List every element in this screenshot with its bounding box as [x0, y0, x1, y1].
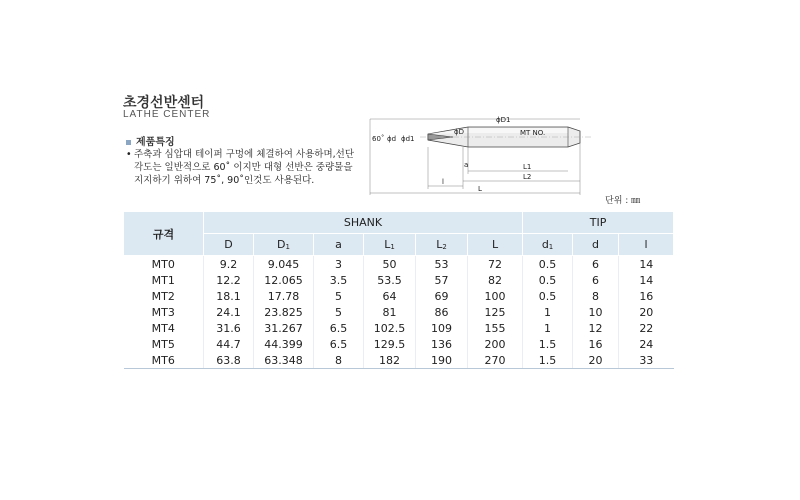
spec-table: [123, 211, 674, 369]
value-cell: 57: [416, 272, 468, 288]
value-cell: 20: [573, 352, 619, 369]
page-title: 초경선반센터: [123, 95, 205, 111]
column-header-subscript: 1: [390, 243, 395, 251]
table-row: [124, 320, 674, 336]
table-row: [124, 336, 674, 352]
value-cell: 8: [573, 288, 619, 304]
unit-label: 단위 : ㎜: [605, 196, 641, 206]
features-line-text: 각도는 일반적으로 60˚ 이지만 대형 선반은 중량물을: [134, 162, 353, 173]
value-cell: 17.78: [254, 288, 314, 304]
column-header-label: D: [224, 238, 233, 251]
value-cell: 12.065: [254, 272, 314, 288]
column-header-label: l: [644, 238, 648, 251]
column-header: [619, 234, 674, 256]
column-header-label: d: [592, 238, 600, 251]
value-cell: 63.348: [254, 352, 314, 369]
diagram-angle-label: 60˚: [372, 135, 385, 143]
value-cell: 0.5: [523, 288, 573, 304]
table-row: [124, 288, 674, 304]
value-cell: 31.6: [204, 320, 254, 336]
value-cell: 1: [523, 320, 573, 336]
table-row: [124, 352, 674, 369]
value-cell: 16: [639, 289, 654, 303]
value-cell: 190: [416, 352, 468, 369]
tip-header: TIP: [523, 212, 674, 234]
value-cell: 12.2: [204, 272, 254, 288]
value-cell: 270: [468, 352, 523, 369]
model-cell: MT1: [124, 272, 204, 288]
value-cell: 14: [639, 257, 654, 271]
value-cell: 0.5: [523, 256, 573, 273]
column-header: [468, 234, 523, 256]
lathe-center-diagram: [368, 97, 608, 207]
column-header-label: L: [384, 238, 391, 251]
model-cell: MT5: [124, 336, 204, 352]
value-cell: 69: [416, 288, 468, 304]
table-row: [124, 304, 674, 320]
value-cell: 63.8: [204, 352, 254, 369]
column-header-subscript: 2: [442, 243, 447, 251]
value-cell: 6.5: [314, 336, 364, 352]
value-cell: 1.5: [523, 352, 573, 369]
column-header-label: d: [541, 238, 549, 251]
value-cell: 23.825: [254, 304, 314, 320]
features-heading-label: 제품특징: [136, 137, 175, 148]
value-cell: 18.1: [204, 288, 254, 304]
column-header-row: [124, 234, 674, 256]
diagram-mt-label: MT NO.: [520, 129, 546, 137]
value-cell: 200: [468, 336, 523, 352]
value-cell: 16: [573, 336, 619, 352]
features-description: [126, 148, 370, 187]
value-cell: 6: [573, 256, 619, 273]
value-cell: 72: [468, 256, 523, 273]
model-cell: MT3: [124, 304, 204, 320]
value-cell: 50: [364, 256, 416, 273]
value-cell: 81: [364, 304, 416, 320]
column-header-label: D: [277, 238, 286, 251]
value-cell: 12: [573, 320, 619, 336]
column-header-label: L: [491, 238, 499, 251]
page-subtitle: LATHE CENTER: [123, 109, 211, 120]
value-cell: 155: [468, 320, 523, 336]
value-cell: 14: [639, 273, 654, 287]
table-row: [124, 272, 674, 288]
value-cell: 125: [468, 304, 523, 320]
value-cell: 129.5: [364, 336, 416, 352]
features-line: [126, 174, 370, 187]
column-header-subscript: 1: [285, 243, 290, 251]
column-header: [416, 234, 468, 256]
value-cell: 100: [468, 288, 523, 304]
value-cell: 1: [523, 304, 573, 320]
value-cell: 9.2: [204, 256, 254, 273]
column-header: [314, 234, 364, 256]
column-header-label: a: [335, 238, 342, 251]
features-heading: [126, 133, 175, 148]
diagram-l-label: l: [442, 178, 444, 186]
diagram-L2-label: L2: [523, 173, 532, 181]
value-cell: 53.5: [364, 272, 416, 288]
model-cell: MT4: [124, 320, 204, 336]
value-cell: 24: [639, 337, 654, 351]
diagram-a-label: a: [464, 161, 469, 169]
column-header-label: L: [436, 238, 443, 251]
square-bullet-icon: [126, 140, 131, 145]
diagram-L1-label: L1: [523, 163, 532, 171]
value-cell: 5: [314, 304, 364, 320]
shank-header: SHANK: [204, 212, 523, 234]
value-cell: 136: [416, 336, 468, 352]
model-cell: MT6: [124, 352, 204, 369]
value-cell: 8: [314, 352, 364, 369]
column-header: [204, 234, 254, 256]
spec-header: 규격: [124, 212, 204, 256]
value-cell: 182: [364, 352, 416, 369]
value-cell: 6: [573, 272, 619, 288]
value-cell: 31.267: [254, 320, 314, 336]
value-cell: 33: [619, 352, 674, 369]
features-line-text: 지지하기 위하여 75˚, 90˚인것도 사용된다.: [134, 175, 315, 186]
diagram-phi-d-label: ϕd: [387, 135, 397, 143]
value-cell: 44.7: [204, 336, 254, 352]
value-cell: 0.5: [523, 272, 573, 288]
value-cell: 6.5: [314, 320, 364, 336]
value-cell: 86: [416, 304, 468, 320]
column-header: [364, 234, 416, 256]
model-cell: MT2: [124, 288, 204, 304]
value-cell: 3.5: [314, 272, 364, 288]
value-cell: 53: [416, 256, 468, 273]
value-cell: 3: [314, 256, 364, 273]
value-cell: 24.1: [204, 304, 254, 320]
features-line-text: 주축과 심압대 테이퍼 구멍에 체결하여 사용하며,선단: [134, 149, 355, 160]
column-header: [254, 234, 314, 256]
value-cell: 1.5: [523, 336, 573, 352]
table-row: [124, 256, 674, 273]
column-header: [523, 234, 573, 256]
column-header-subscript: 1: [548, 243, 554, 251]
diagram-L-label: L: [478, 185, 482, 193]
column-header: [573, 234, 619, 256]
model-cell: MT0: [124, 256, 204, 273]
value-cell: 64: [364, 288, 416, 304]
value-cell: 9.045: [254, 256, 314, 273]
value-cell: 109: [416, 320, 468, 336]
value-cell: 82: [468, 272, 523, 288]
value-cell: 22: [639, 321, 654, 335]
value-cell: 5: [314, 288, 364, 304]
value-cell: 20: [639, 305, 654, 319]
diagram-phi-D-label: ϕD: [454, 128, 465, 136]
features-line: [126, 148, 370, 161]
value-cell: 10: [573, 304, 619, 320]
diagram-phi-D1-label: ϕD1: [496, 116, 511, 124]
features-line: [126, 161, 370, 174]
diagram-phi-d1-label: ϕd1: [401, 135, 415, 143]
bullet-dot-icon: •: [126, 149, 132, 160]
value-cell: 44.399: [254, 336, 314, 352]
table-body: [124, 256, 674, 369]
value-cell: 102.5: [364, 320, 416, 336]
